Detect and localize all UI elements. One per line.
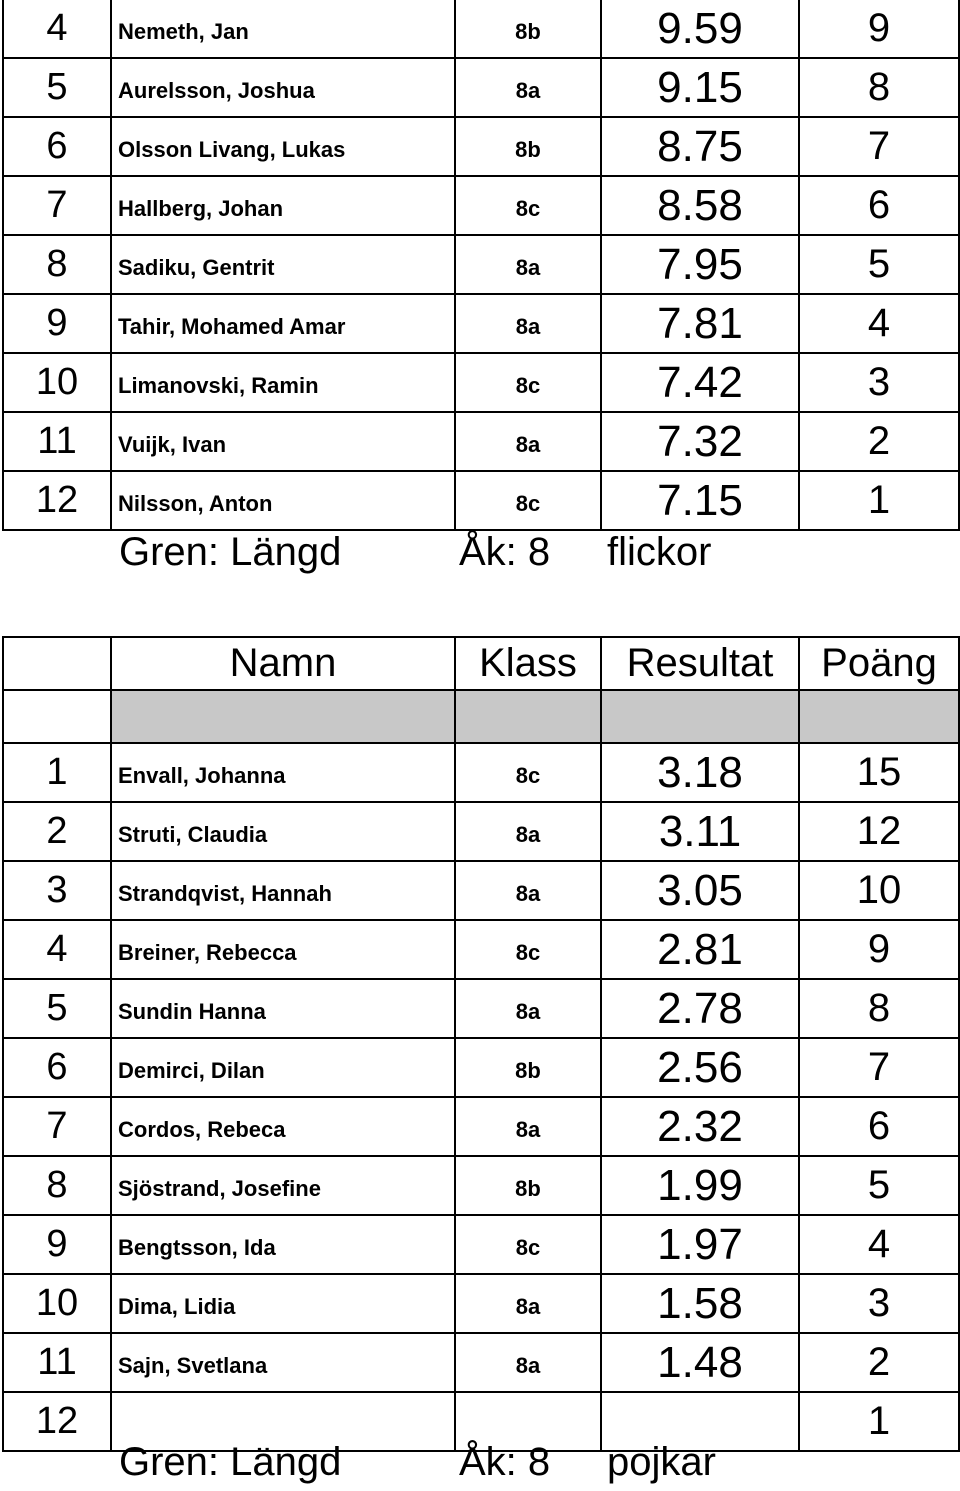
rank-cell: 9 (3, 1215, 111, 1274)
name-cell: Demirci, Dilan (111, 1038, 455, 1097)
table-row (3, 802, 959, 861)
class-cell: 8a (455, 1333, 601, 1392)
result-cell: 1.97 (601, 1215, 799, 1274)
name-cell: Nemeth, Jan (111, 0, 455, 58)
result-cell: 3.11 (601, 802, 799, 861)
points-cell: 7 (799, 1038, 959, 1097)
rank-cell: 5 (3, 979, 111, 1038)
rank-cell: 8 (3, 235, 111, 294)
results-table-top (2, 0, 960, 531)
result-cell: 1.48 (601, 1333, 799, 1392)
points-cell: 5 (799, 1156, 959, 1215)
section-event: Gren: Längd (119, 1440, 342, 1484)
name-cell: Dima, Lidia (111, 1274, 455, 1333)
section-group: pojkar (607, 1440, 716, 1484)
points-cell: 5 (799, 235, 959, 294)
result-cell: 8.75 (601, 117, 799, 176)
class-cell: 8c (455, 1215, 601, 1274)
name-cell: Bengtsson, Ida (111, 1215, 455, 1274)
table-row (3, 1333, 959, 1392)
name-cell: Olsson Livang, Lukas (111, 117, 455, 176)
class-cell: 8c (455, 176, 601, 235)
table-row (3, 471, 959, 530)
rank-cell: 7 (3, 176, 111, 235)
rank-cell: 5 (3, 58, 111, 117)
result-cell: 9.15 (601, 58, 799, 117)
class-cell: 8a (455, 861, 601, 920)
result-cell: 8.58 (601, 176, 799, 235)
points-cell: 15 (799, 743, 959, 802)
result-cell: 2.78 (601, 979, 799, 1038)
table-row (3, 353, 959, 412)
rank-cell: 12 (3, 471, 111, 530)
points-cell: 4 (799, 294, 959, 353)
table-row (3, 58, 959, 117)
class-cell: 8c (455, 353, 601, 412)
points-cell: 10 (799, 861, 959, 920)
header-result: Resultat (601, 637, 799, 690)
header-row (3, 637, 959, 690)
rank-cell: 11 (3, 1333, 111, 1392)
points-cell: 3 (799, 1274, 959, 1333)
class-cell: 8a (455, 235, 601, 294)
header-class: Klass (455, 637, 601, 690)
section-event: Gren: Längd (119, 530, 342, 574)
result-cell: 7.81 (601, 294, 799, 353)
rank-cell: 12 (3, 1392, 111, 1451)
class-cell: 8c (455, 743, 601, 802)
header-name: Namn (111, 637, 455, 690)
section-group: flickor (607, 530, 712, 574)
table-row (3, 861, 959, 920)
section-grade: Åk: 8 (459, 1440, 551, 1484)
name-cell: Struti, Claudia (111, 802, 455, 861)
table-row (3, 117, 959, 176)
class-cell: 8a (455, 1274, 601, 1333)
table-row (3, 235, 959, 294)
rank-cell: 6 (3, 117, 111, 176)
name-cell: Hallberg, Johan (111, 176, 455, 235)
name-cell: Aurelsson, Joshua (111, 58, 455, 117)
points-cell: 9 (799, 0, 959, 58)
rank-cell: 2 (3, 802, 111, 861)
result-cell: 7.15 (601, 471, 799, 530)
rank-cell: 1 (3, 743, 111, 802)
name-cell: Sajn, Svetlana (111, 1333, 455, 1392)
table-row (3, 1274, 959, 1333)
name-cell: Sjöstrand, Josefine (111, 1156, 455, 1215)
points-cell: 8 (799, 979, 959, 1038)
table-row (3, 0, 959, 58)
result-cell: 3.05 (601, 861, 799, 920)
rank-cell: 7 (3, 1097, 111, 1156)
name-cell: Breiner, Rebecca (111, 920, 455, 979)
table-row (3, 743, 959, 802)
name-cell: Limanovski, Ramin (111, 353, 455, 412)
results-table-girls-body (3, 637, 959, 1451)
result-cell: 7.32 (601, 412, 799, 471)
points-cell: 8 (799, 58, 959, 117)
rank-cell: 4 (3, 920, 111, 979)
name-cell: Sadiku, Gentrit (111, 235, 455, 294)
results-table-girls (2, 636, 960, 1452)
table-row (3, 294, 959, 353)
name-cell: Tahir, Mohamed Amar (111, 294, 455, 353)
rank-cell: 4 (3, 0, 111, 58)
shaded-row (3, 690, 959, 743)
table-row (3, 1215, 959, 1274)
section-grade: Åk: 8 (459, 530, 551, 574)
header-points: Poäng (799, 637, 959, 690)
class-cell: 8b (455, 0, 601, 58)
result-cell: 3.18 (601, 743, 799, 802)
result-cell: 1.99 (601, 1156, 799, 1215)
result-cell: 7.95 (601, 235, 799, 294)
points-cell: 2 (799, 1333, 959, 1392)
class-cell: 8c (455, 471, 601, 530)
name-cell: Cordos, Rebeca (111, 1097, 455, 1156)
result-cell: 7.42 (601, 353, 799, 412)
table-row (3, 176, 959, 235)
result-cell: 2.81 (601, 920, 799, 979)
name-cell: Strandqvist, Hannah (111, 861, 455, 920)
points-cell: 1 (799, 1392, 959, 1451)
shaded-cell (111, 690, 455, 743)
header-rank (3, 637, 111, 690)
class-cell: 8b (455, 1038, 601, 1097)
class-cell: 8a (455, 1097, 601, 1156)
class-cell: 8b (455, 1156, 601, 1215)
points-cell: 6 (799, 176, 959, 235)
name-cell: Nilsson, Anton (111, 471, 455, 530)
points-cell: 6 (799, 1097, 959, 1156)
rank-cell: 10 (3, 353, 111, 412)
rank-cell: 10 (3, 1274, 111, 1333)
class-cell: 8a (455, 294, 601, 353)
class-cell: 8a (455, 58, 601, 117)
class-cell: 8a (455, 979, 601, 1038)
table-row (3, 412, 959, 471)
result-cell: 9.59 (601, 0, 799, 58)
shaded-cell (601, 690, 799, 743)
class-cell: 8c (455, 920, 601, 979)
class-cell: 8a (455, 802, 601, 861)
result-cell: 1.58 (601, 1274, 799, 1333)
points-cell: 1 (799, 471, 959, 530)
class-cell: 8b (455, 117, 601, 176)
points-cell: 4 (799, 1215, 959, 1274)
rank-cell: 11 (3, 412, 111, 471)
table-row (3, 1038, 959, 1097)
points-cell: 2 (799, 412, 959, 471)
shaded-cell (3, 690, 111, 743)
points-cell: 3 (799, 353, 959, 412)
rank-cell: 6 (3, 1038, 111, 1097)
table-row (3, 920, 959, 979)
rank-cell: 9 (3, 294, 111, 353)
table-row (3, 1097, 959, 1156)
rank-cell: 8 (3, 1156, 111, 1215)
points-cell: 9 (799, 920, 959, 979)
shaded-cell (799, 690, 959, 743)
name-cell: Envall, Johanna (111, 743, 455, 802)
name-cell: Sundin Hanna (111, 979, 455, 1038)
result-cell: 2.32 (601, 1097, 799, 1156)
result-cell: 2.56 (601, 1038, 799, 1097)
table-row (3, 979, 959, 1038)
name-cell: Vuijk, Ivan (111, 412, 455, 471)
points-cell: 7 (799, 117, 959, 176)
table-row (3, 1156, 959, 1215)
results-table-top-body (3, 0, 959, 530)
class-cell: 8a (455, 412, 601, 471)
rank-cell: 3 (3, 861, 111, 920)
shaded-cell (455, 690, 601, 743)
points-cell: 12 (799, 802, 959, 861)
